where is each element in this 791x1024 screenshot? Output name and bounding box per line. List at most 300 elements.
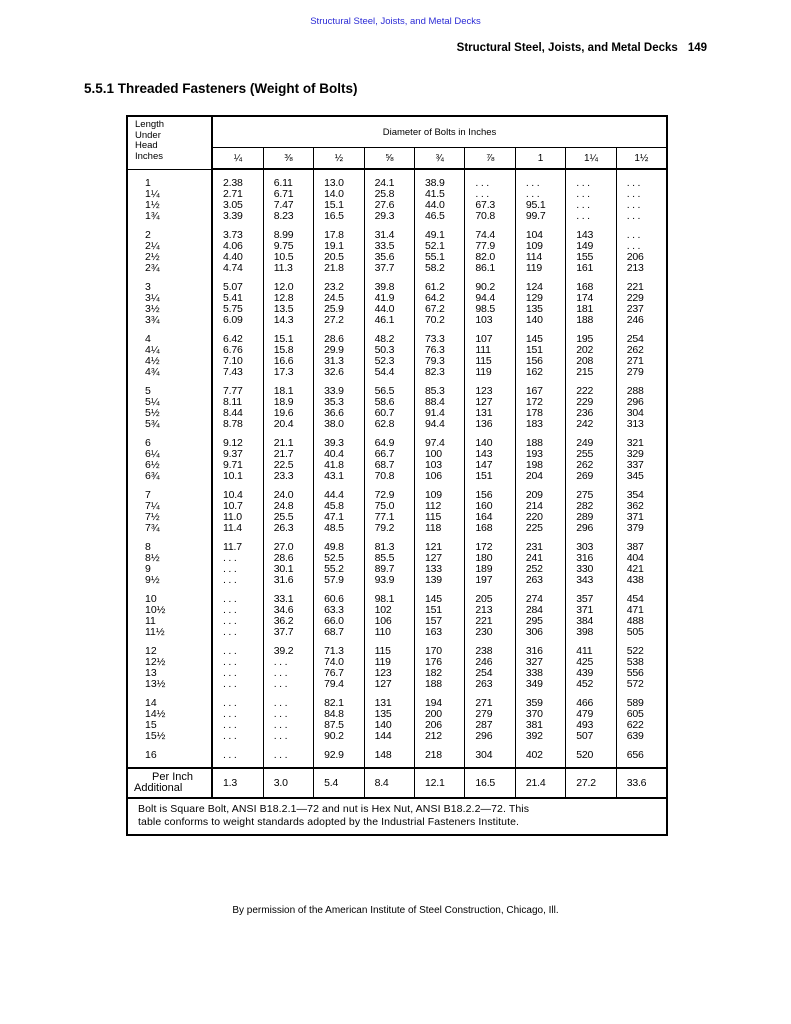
weight-cell: 25.8 — [364, 189, 414, 200]
length-cell: 8½ — [128, 553, 212, 564]
weight-cell: 77.1 — [364, 512, 414, 523]
weight-cell: 2.71 — [223, 188, 243, 200]
weight-cell: 119 — [465, 367, 515, 378]
weight-cell: 136 — [465, 419, 515, 430]
length-header-line: Head — [135, 140, 158, 151]
weight-cell: 329 — [616, 449, 666, 460]
weight-cell: 296 — [465, 731, 515, 742]
weight-cell: 13.5 — [263, 304, 313, 315]
table-note-line: table conforms to weight standards adopted by the Industrial Fasteners Institute. — [138, 816, 520, 828]
running-header-title: Structural Steel, Joists, and Metal Decks — [456, 42, 678, 54]
weight-cell: . . . — [223, 593, 237, 605]
weight-cell: 82.3 — [415, 367, 465, 378]
weight-cell: 50.3 — [364, 345, 414, 356]
weight-cell: 371 — [616, 512, 666, 523]
weight-cell: 37.7 — [263, 627, 313, 638]
weight-cell: 34.6 — [263, 605, 313, 616]
table-note-row — [128, 798, 666, 834]
weight-cell: 56.5 — [364, 378, 414, 397]
bolt-weight-table — [126, 115, 668, 836]
weight-cell: 354 — [616, 482, 666, 501]
weight-cell: 520 — [566, 742, 616, 768]
weight-cell: 242 — [566, 419, 616, 430]
weight-cell: . . . — [223, 749, 237, 761]
weight-cell: 3.05 — [223, 199, 243, 211]
weight-cell: 213 — [616, 263, 666, 274]
weight-cell: 85.3 — [415, 378, 465, 397]
weight-cell: 31.6 — [263, 575, 313, 586]
weight-cell: 208 — [566, 356, 616, 367]
weight-cell: 44.4 — [314, 482, 364, 501]
weight-cell: 24.1 — [364, 169, 414, 189]
weight-cell: 8.44 — [223, 407, 243, 419]
weight-cell: 206 — [415, 720, 465, 731]
length-cell: 4 — [128, 326, 212, 345]
weight-cell: 19.1 — [314, 241, 364, 252]
weight-cell: 149 — [566, 241, 616, 252]
weight-cell: 249 — [566, 430, 616, 449]
weight-cell: 103 — [465, 315, 515, 326]
weight-cell: 161 — [566, 263, 616, 274]
weight-cell: 10.4 — [223, 489, 243, 501]
table-row — [128, 627, 666, 638]
weight-cell: 70.2 — [415, 315, 465, 326]
weight-cell: 262 — [616, 345, 666, 356]
length-cell: 4½ — [128, 356, 212, 367]
weight-cell: 124 — [515, 274, 565, 293]
weight-cell: 147 — [465, 460, 515, 471]
length-cell: 16 — [128, 742, 212, 768]
weight-cell: 2.38 — [223, 177, 243, 189]
weight-cell: 9.12 — [223, 437, 243, 449]
weight-cell: 11.7 — [223, 541, 242, 553]
table-row — [128, 638, 666, 657]
table-row — [128, 482, 666, 501]
weight-cell: 48.2 — [364, 326, 414, 345]
weight-cell: 6.11 — [263, 169, 313, 189]
weight-cell: 304 — [465, 742, 515, 768]
weight-cell: . . . — [223, 645, 237, 657]
weight-cell: 121 — [415, 534, 465, 553]
weight-cell: 295 — [515, 616, 565, 627]
weight-cell: 33.5 — [364, 241, 414, 252]
weight-cell: 41.8 — [314, 460, 364, 471]
weight-cell: 27.0 — [263, 534, 313, 553]
weight-cell: 387 — [616, 534, 666, 553]
weight-cell: 46.1 — [364, 315, 414, 326]
weight-cell: 379 — [616, 523, 666, 534]
length-cell: 10½ — [128, 605, 212, 616]
weight-cell: 35.3 — [314, 397, 364, 408]
weight-cell: 252 — [515, 564, 565, 575]
weight-cell: 493 — [566, 720, 616, 731]
weight-cell: 17.3 — [263, 367, 313, 378]
weight-cell: 479 — [566, 709, 616, 720]
table-note — [128, 798, 666, 834]
weight-cell: 225 — [515, 523, 565, 534]
weight-cell: 316 — [515, 638, 565, 657]
weight-cell: . . . — [616, 189, 666, 200]
weight-cell: 254 — [616, 326, 666, 345]
weight-cell: 622 — [616, 720, 666, 731]
table-row — [128, 471, 666, 482]
weight-cell: 174 — [566, 293, 616, 304]
weight-cell: 194 — [415, 690, 465, 709]
weight-cell: 64.2 — [415, 293, 465, 304]
weight-cell: 68.7 — [314, 627, 364, 638]
weight-cell: 255 — [566, 449, 616, 460]
weight-cell: 213 — [465, 605, 515, 616]
weight-cell: 119 — [515, 263, 565, 274]
length-cell: 8 — [128, 534, 212, 553]
weight-cell: 119 — [364, 657, 414, 668]
weight-cell: 589 — [616, 690, 666, 709]
weight-cell: 381 — [515, 720, 565, 731]
weight-cell: 271 — [616, 356, 666, 367]
weight-cell: 52.3 — [364, 356, 414, 367]
weight-cell: . . . — [566, 200, 616, 211]
weight-cell: 5.75 — [223, 303, 243, 315]
weight-cell: 22.5 — [263, 460, 313, 471]
length-header-line: Inches — [135, 150, 163, 162]
weight-cell: 88.4 — [415, 397, 465, 408]
table-row — [128, 274, 666, 293]
weight-cell: 204 — [515, 471, 565, 482]
weight-cell: 7.10 — [223, 355, 243, 367]
per-inch-value: 33.6 — [616, 768, 666, 798]
weight-cell: 11.4 — [223, 522, 242, 534]
weight-cell: 452 — [566, 679, 616, 690]
weight-cell: 9.75 — [263, 241, 313, 252]
weight-cell: 27.2 — [314, 315, 364, 326]
weight-cell: 466 — [566, 690, 616, 709]
weight-cell: 109 — [515, 241, 565, 252]
weight-cell: 94.4 — [415, 419, 465, 430]
weight-cell: 221 — [465, 616, 515, 627]
weight-cell: 12.0 — [263, 274, 313, 293]
weight-cell: 202 — [566, 345, 616, 356]
weight-cell: 62.8 — [364, 419, 414, 430]
weight-cell: 205 — [465, 586, 515, 605]
weight-cell: . . . — [223, 730, 237, 742]
table-row — [128, 523, 666, 534]
weight-cell: 72.9 — [364, 482, 414, 501]
length-cell: 6¼ — [128, 449, 212, 460]
weight-cell: 8.11 — [223, 396, 242, 408]
weight-cell: 4.40 — [223, 251, 243, 263]
weight-cell: 9.37 — [223, 448, 243, 460]
weight-cell: 115 — [415, 512, 465, 523]
length-cell: 3¼ — [128, 293, 212, 304]
weight-cell: 11.3 — [263, 263, 313, 274]
weight-cell: 37.7 — [364, 263, 414, 274]
top-link[interactable]: Structural Steel, Joists, and Metal Decks — [310, 16, 481, 27]
per-inch-label-line: Per Inch — [152, 771, 193, 783]
weight-cell: 55.1 — [415, 252, 465, 263]
per-inch-value: 12.1 — [415, 768, 465, 798]
weight-cell: 104 — [515, 222, 565, 241]
table-row — [128, 169, 666, 189]
weight-cell: 44.0 — [415, 200, 465, 211]
weight-cell: 68.7 — [364, 460, 414, 471]
weight-cell: 220 — [515, 512, 565, 523]
weight-cell: 193 — [515, 449, 565, 460]
weight-cell: 5.41 — [223, 292, 243, 304]
weight-cell: 349 — [515, 679, 565, 690]
weight-cell: 15.8 — [263, 345, 313, 356]
weight-cell: 14.0 — [314, 189, 364, 200]
weight-cell: 82.1 — [314, 690, 364, 709]
weight-cell: 76.3 — [415, 345, 465, 356]
weight-cell: 8.78 — [223, 418, 243, 430]
weight-cell: 26.3 — [263, 523, 313, 534]
weight-cell: 74.0 — [314, 657, 364, 668]
weight-cell: . . . — [223, 697, 237, 709]
weight-cell: 605 — [616, 709, 666, 720]
weight-cell: 246 — [465, 657, 515, 668]
weight-cell: 89.7 — [364, 564, 414, 575]
weight-cell: 7.47 — [263, 200, 313, 211]
weight-cell: 8.99 — [263, 222, 313, 241]
length-cell: 6 — [128, 430, 212, 449]
weight-cell: 13.0 — [314, 169, 364, 189]
weight-cell: 70.8 — [364, 471, 414, 482]
weight-cell: 160 — [465, 501, 515, 512]
weight-cell: 143 — [465, 449, 515, 460]
weight-cell: 39.3 — [314, 430, 364, 449]
weight-cell: 90.2 — [314, 731, 364, 742]
length-cell: 15½ — [128, 731, 212, 742]
weight-cell: 10.5 — [263, 252, 313, 263]
per-inch-label — [128, 768, 212, 798]
weight-cell: 327 — [515, 657, 565, 668]
weight-cell: 656 — [616, 742, 666, 768]
weight-cell: 229 — [616, 293, 666, 304]
weight-cell: 218 — [415, 742, 465, 768]
weight-cell: 189 — [465, 564, 515, 575]
weight-cell: 95.1 — [515, 200, 565, 211]
weight-cell: 15.1 — [314, 200, 364, 211]
weight-cell: 123 — [465, 378, 515, 397]
weight-cell: 140 — [465, 430, 515, 449]
bolt-weight-grid — [128, 117, 666, 834]
weight-cell: 362 — [616, 501, 666, 512]
weight-cell: 106 — [364, 616, 414, 627]
weight-cell: 54.4 — [364, 367, 414, 378]
weight-cell: 151 — [415, 605, 465, 616]
length-cell: 7 — [128, 482, 212, 501]
weight-cell: 9.71 — [223, 459, 243, 471]
length-cell: 5 — [128, 378, 212, 397]
weight-cell: 82.0 — [465, 252, 515, 263]
weight-cell: 71.3 — [314, 638, 364, 657]
weight-cell: 231 — [515, 534, 565, 553]
weight-cell: 24.0 — [263, 482, 313, 501]
weight-cell: 129 — [515, 293, 565, 304]
table-row — [128, 575, 666, 586]
weight-cell: 6.76 — [223, 344, 243, 356]
weight-cell: 167 — [515, 378, 565, 397]
per-inch-row — [128, 768, 666, 798]
weight-cell: 109 — [415, 482, 465, 501]
weight-cell: 58.2 — [415, 263, 465, 274]
table-row — [128, 315, 666, 326]
weight-cell: 24.5 — [314, 293, 364, 304]
weight-cell: 31.4 — [364, 222, 414, 241]
length-header-line: Length — [135, 119, 165, 130]
weight-cell: . . . — [223, 615, 237, 627]
weight-cell: 115 — [465, 356, 515, 367]
weight-cell: 73.3 — [415, 326, 465, 345]
diameter-size-header: ½ — [314, 148, 364, 170]
diameter-size-header: ¾ — [415, 148, 465, 170]
weight-cell: 36.6 — [314, 408, 364, 419]
length-cell: 1¼ — [128, 189, 212, 200]
weight-cell: . . . — [616, 241, 666, 252]
weight-cell: 18.1 — [263, 378, 313, 397]
weight-cell: 8.23 — [263, 211, 313, 222]
weight-cell: 3.39 — [223, 210, 243, 222]
weight-cell: 98.1 — [364, 586, 414, 605]
weight-cell: 392 — [515, 731, 565, 742]
weight-cell: 87.5 — [314, 720, 364, 731]
weight-cell: 176 — [415, 657, 465, 668]
weight-cell: 4.74 — [223, 262, 243, 274]
weight-cell: . . . — [263, 709, 313, 720]
length-cell: 1¾ — [128, 211, 212, 222]
weight-cell: 183 — [515, 419, 565, 430]
length-cell: 11 — [128, 616, 212, 627]
per-inch-value: 5.4 — [314, 768, 364, 798]
permission-footer: By permission of the American Institute of Steel Construction, Chicago, Ill. — [232, 905, 559, 916]
weight-cell: . . . — [223, 719, 237, 731]
weight-cell: 398 — [566, 627, 616, 638]
weight-cell: 241 — [515, 553, 565, 564]
weight-cell: 303 — [566, 534, 616, 553]
weight-cell: 198 — [515, 460, 565, 471]
weight-cell: . . . — [223, 626, 237, 638]
weight-cell: 236 — [566, 408, 616, 419]
weight-cell: 29.3 — [364, 211, 414, 222]
weight-cell: 404 — [616, 553, 666, 564]
weight-cell: 103 — [415, 460, 465, 471]
weight-cell: 3.73 — [223, 229, 243, 241]
weight-cell: 488 — [616, 616, 666, 627]
weight-cell: 209 — [515, 482, 565, 501]
weight-cell: 100 — [415, 449, 465, 460]
weight-cell: 263 — [465, 679, 515, 690]
weight-cell: 21.7 — [263, 449, 313, 460]
weight-cell: 304 — [616, 408, 666, 419]
weight-cell: 118 — [415, 523, 465, 534]
weight-cell: 21.8 — [314, 263, 364, 274]
per-inch-value: 16.5 — [465, 768, 515, 798]
per-inch-value: 1.3 — [212, 768, 263, 798]
weight-cell: 60.7 — [364, 408, 414, 419]
length-cell: 3 — [128, 274, 212, 293]
weight-cell: . . . — [223, 604, 237, 616]
table-row — [128, 326, 666, 345]
weight-cell: 38.9 — [415, 169, 465, 189]
weight-cell: 371 — [566, 605, 616, 616]
length-cell: 14½ — [128, 709, 212, 720]
weight-cell: 77.9 — [465, 241, 515, 252]
weight-cell: 151 — [515, 345, 565, 356]
weight-cell: 28.6 — [314, 326, 364, 345]
length-cell: 5¼ — [128, 397, 212, 408]
weight-cell: 35.6 — [364, 252, 414, 263]
weight-cell: 75.0 — [364, 501, 414, 512]
weight-cell: 107 — [465, 326, 515, 345]
diameter-size-header: ¼ — [212, 148, 263, 170]
weight-cell: 188 — [515, 430, 565, 449]
length-header — [128, 117, 212, 169]
weight-cell: . . . — [223, 552, 237, 564]
weight-cell: 76.7 — [314, 668, 364, 679]
weight-cell: 44.0 — [364, 304, 414, 315]
running-header — [457, 42, 707, 54]
weight-cell: 195 — [566, 326, 616, 345]
length-cell: 3½ — [128, 304, 212, 315]
weight-cell: 287 — [465, 720, 515, 731]
length-cell: 5¾ — [128, 419, 212, 430]
weight-cell: 284 — [515, 605, 565, 616]
length-cell: 13 — [128, 668, 212, 679]
weight-cell: 41.9 — [364, 293, 414, 304]
weight-cell: 254 — [465, 668, 515, 679]
weight-cell: 269 — [566, 471, 616, 482]
diameter-size-header: ⅜ — [263, 148, 313, 170]
weight-cell: 338 — [515, 668, 565, 679]
weight-cell: 10.7 — [223, 500, 243, 512]
length-cell: 14 — [128, 690, 212, 709]
length-cell: 7¼ — [128, 501, 212, 512]
weight-cell: . . . — [263, 690, 313, 709]
weight-cell: 97.4 — [415, 430, 465, 449]
weight-cell: 49.8 — [314, 534, 364, 553]
weight-cell: 131 — [465, 408, 515, 419]
weight-cell: 197 — [465, 575, 515, 586]
weight-cell: 271 — [465, 690, 515, 709]
weight-cell: 507 — [566, 731, 616, 742]
weight-cell: . . . — [566, 211, 616, 222]
weight-cell: 148 — [364, 742, 414, 768]
length-cell: 1 — [128, 169, 212, 189]
per-inch-label-line: Additional — [134, 782, 183, 794]
weight-cell: 556 — [616, 668, 666, 679]
length-cell: 12½ — [128, 657, 212, 668]
weight-cell: 66.0 — [314, 616, 364, 627]
weight-cell: 127 — [465, 397, 515, 408]
weight-cell: 24.8 — [263, 501, 313, 512]
weight-cell: 47.1 — [314, 512, 364, 523]
section-title: 5.5.1 Threaded Fasteners (Weight of Bolts) — [84, 81, 358, 96]
weight-cell: 212 — [415, 731, 465, 742]
weight-cell: . . . — [223, 574, 237, 586]
weight-cell: 55.2 — [314, 564, 364, 575]
weight-cell: 296 — [566, 523, 616, 534]
weight-cell: 6.09 — [223, 314, 243, 326]
weight-cell: 23.3 — [263, 471, 313, 482]
weight-cell: 425 — [566, 657, 616, 668]
weight-cell: 52.1 — [415, 241, 465, 252]
table-row — [128, 419, 666, 430]
weight-cell: 454 — [616, 586, 666, 605]
weight-cell: 151 — [465, 471, 515, 482]
weight-cell: . . . — [616, 169, 666, 189]
length-cell: 2¾ — [128, 263, 212, 274]
weight-cell: . . . — [263, 742, 313, 768]
